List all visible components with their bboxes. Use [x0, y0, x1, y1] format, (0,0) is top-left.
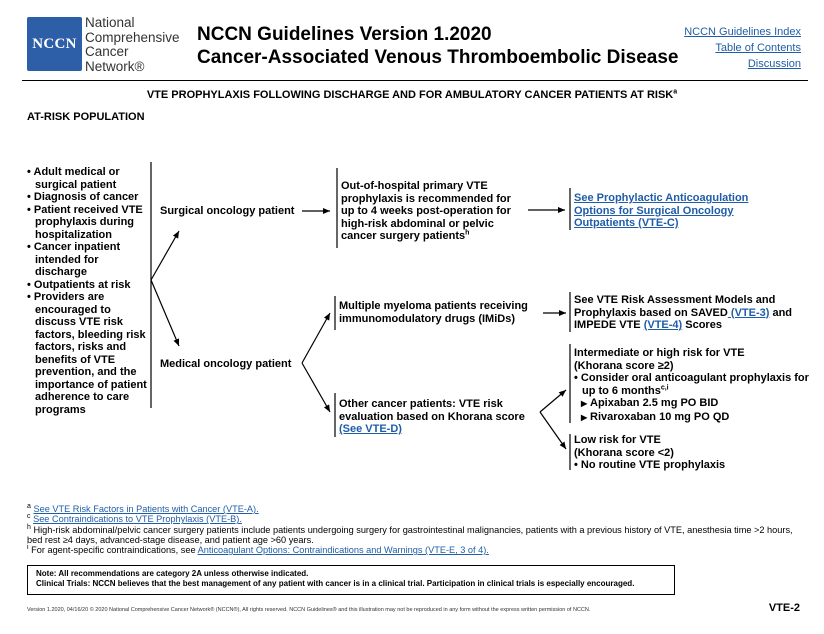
other-cancer-step: Other cancer patients: VTE risk evaluation based on Khorana score (See VTE-D): [339, 398, 525, 435]
footnote-h: $^h$ High-risk abdominal/pelvic cancer surgery patients include patients undergoing surgery for gastrointestinal malignancies, patients with a previous history of VTE, anesthesia time >2 hours, bed rest ≥4 days, advanced-stage disease, and patient age >60 years.: [27, 523, 793, 545]
high-risk-line: (Khorana score ≥2): [574, 359, 674, 372]
surgical-oncology-label: Surgical oncology patient: [160, 205, 295, 217]
logo-name-line: National: [85, 15, 135, 30]
arrow-to-medical: [151, 280, 179, 346]
vte-a-link[interactable]: See VTE Risk Factors in Patients with Cancer (VTE-A).: [33, 504, 259, 514]
note-box: [27, 565, 675, 595]
footnote-ref: a: [673, 88, 678, 96]
guidelines-index-link[interactable]: NCCN Guidelines Index: [684, 26, 801, 38]
population-list: [27, 166, 151, 416]
surgical-result: [574, 192, 774, 230]
table-of-contents-link[interactable]: Table of Contents: [715, 42, 801, 54]
triangle-bullet-icon: ▶: [581, 399, 588, 408]
vte-e-link[interactable]: Anticoagulant Options: Contraindications and Warnings (VTE-E, 3 of 4).: [197, 545, 489, 556]
footnote-ref: c,i: [660, 383, 669, 391]
title-line-1: NCCN Guidelines Version 1.2020: [197, 24, 492, 45]
logo-name-line: Cancer: [85, 44, 129, 59]
list-item: • Patient received VTE prophylaxis during hospitalization: [27, 203, 143, 241]
nccn-logo: NCCN: [27, 17, 82, 71]
footnotes: [27, 504, 807, 555]
title-line-2: Cancer-Associated Venous Thromboembolic Disease: [197, 47, 679, 68]
discussion-link[interactable]: Discussion: [747, 58, 801, 70]
list-item: • Adult medical or surgical patient: [27, 166, 120, 191]
page-id: VTE-2: [768, 602, 800, 614]
footnote-c: $^c$ See Contraindications to VTE Prophylaxis (VTE-B).: [27, 513, 242, 525]
footnote-ref: h: [465, 229, 470, 237]
vte-d-link[interactable]: (See VTE-D): [339, 423, 402, 435]
low-risk-line: Low risk for VTE: [574, 434, 661, 446]
triangle-bullet-icon: ▶: [581, 412, 588, 422]
list-item: • Cancer inpatient intended for discharge: [27, 241, 121, 278]
vte-c-link[interactable]: See Prophylactic Anticoagulation Options for Surgical Oncology Outpatients (VTE-C): [574, 192, 749, 229]
surgical-step: Out-of-hospital primary VTE prophylaxis is recommended for up to 4 weeks post-operation for high-risk abdominal or pelvic cancer surgery patients$^h$: [341, 180, 511, 242]
footnote-i: $^i$ For agent-specific contraindications, see Anticoagulant Options: Contraindications and Warnings (VTE-E, 3 of 4).: [27, 544, 489, 556]
vte-4-link[interactable]: (VTE-4): [643, 319, 683, 331]
footnote-a: $^a$ See VTE Risk Factors in Patients with Cancer (VTE-A).: [27, 502, 259, 514]
low-risk-bullet: • No routine VTE prophylaxis: [574, 459, 726, 471]
list-item: ▶ Apixaban 2.5 mg PO BID: [581, 397, 719, 409]
myeloma-result: See VTE Risk Assessment Models and Prophylaxis based on SAVED (VTE-3) and IMPEDE VTE (VTE-4) Scores: [574, 294, 793, 331]
copyright: Version 1.2020, 04/16/20 © 2020 National Comprehensive Cancer Network® (NCCN®), All rights reserved. NCCN Guidelines® and this illustration may not be reproduced in any form without the express written permission of NCCN.: [27, 607, 591, 613]
arrow-to-myeloma: [302, 313, 330, 363]
low-risk-line: (Khorana score <2): [574, 446, 674, 459]
list-item: • Providers are encouraged to discuss VTE risk factors, bleeding risk factors, risks and benefits of VTE prevention, and the importance of patient adherence to care programs: [27, 291, 147, 416]
list-item: ▶ Rivaroxaban 10 mg PO QD: [581, 410, 730, 423]
arrow-to-surgical: [151, 231, 179, 280]
arrow-to-other: [302, 363, 330, 412]
medical-oncology-label: Medical oncology patient: [160, 358, 292, 370]
note-line: Note: All recommendations are category 2A unless otherwise indicated.: [36, 569, 309, 578]
vte-b-link[interactable]: See Contraindications to VTE Prophylaxis (VTE-B).: [33, 514, 242, 525]
vte-3-link[interactable]: (VTE-3): [727, 306, 770, 319]
note-line: Clinical Trials: NCCN believes that the best management of any patient with cancer is in a clinical trial. Participation in clinical trials is especially encouraged.: [36, 579, 635, 588]
logo-name-line: Network®: [85, 58, 145, 74]
at-risk-heading: AT-RISK POPULATION: [27, 111, 145, 123]
myeloma-step: Multiple myeloma patients receiving immunomodulatory drugs (IMiDs): [339, 300, 528, 325]
high-risk-result: [574, 347, 814, 424]
high-risk-bullet: • Consider oral anticoagulant prophylaxis for up to 6 months$^{c,i}$: [574, 372, 809, 397]
logo-name-line: Comprehensive: [85, 29, 180, 45]
low-risk-result: [574, 434, 814, 472]
section-title: VTE PROPHYLAXIS FOLLOWING DISCHARGE AND FOR AMBULATORY CANCER PATIENTS AT RISK$^a$: [146, 88, 678, 101]
list-item: • Diagnosis of cancer: [27, 191, 139, 203]
list-item: • Outpatients at risk: [27, 278, 131, 291]
high-risk-line: Intermediate or high risk for VTE: [574, 347, 745, 359]
